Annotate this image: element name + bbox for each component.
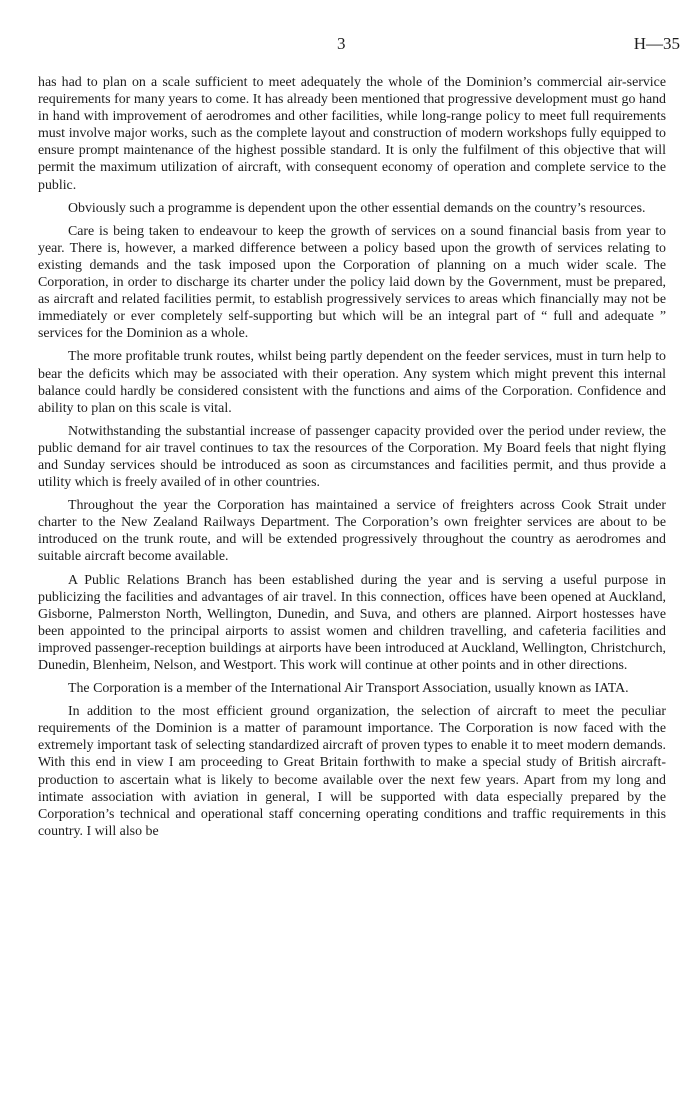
paragraph: The more profitable trunk routes, whilst being partly dependent on the feeder services, must in turn help to bear the deficits which may be associated with their operation. Any system which might prevent this internal balance could hardly be considered consistent with the functions and aims of the Corporation. Confidence and ability to plan on this scale is vital. <box>38 349 666 416</box>
paragraph: The Corporation is a member of the International Air Transport Association, usually known as IATA. <box>68 681 629 697</box>
paragraph: A Public Relations Branch has been established during the year and is serving a useful purpose in publicizing the facilities and advantages of air travel. In this connection, offices have been opened at Auckland, Gisborne, Palmerston North, Wellington, Dunedin, and Suva, and others are planned. Airport hostesses have been appointed to the principal airports to assist women and children travelling, and cafeteria facilities and improved passenger-reception buildings at airports have been introduced at Auckland, Wellington, Christchurch, Dunedin, Blenheim, Nelson, and Westport. This work will continue at other points and in other directions. <box>38 572 666 673</box>
paragraph: Care is being taken to endeavour to keep the growth of services on a sound financial basis from year to year. There is, however, a marked difference between a policy based upon the growth of services relating to existing demands and the task imposed upon the Corporation of planning on a much wider scale. The Corporation, in order to discharge its charter under the policy laid down by the Government, must be prepared, as aircraft and related facilities permit, to establish progressively services to areas which financially may not be immediately or ever completely self-supporting but which will be an integral part of “ full and adequate ” services for the Dominion as a whole. <box>38 223 666 342</box>
page-number: 3 <box>337 34 346 53</box>
paragraph: Notwithstanding the substantial increase of passenger capacity provided over the period under review, the public demand for air travel continues to tax the resources of the Corporation. My Board feels that night flying and Sunday services should be introduced as soon as circumstances and facilities permit, and thus provide a utility which is freely availed of in other countries. <box>38 423 666 491</box>
document-reference: H—35 <box>633 34 680 53</box>
paragraph: Obviously such a programme is dependent upon the other essential demands on the country’s resources. <box>68 200 646 216</box>
paragraph: In addition to the most efficient ground organization, the selection of aircraft to meet the peculiar requirements of the Dominion is a matter of paramount importance. The Corporation is now faced with the extremely important task of selecting standardized aircraft of proven types to enable it to meet modern demands. With this end in view I am proceeding to Great Britain forthwith to make a special study of British aircraft-production to ascertain what is likely to become available over the next few years. Apart from my long and intimate association with aviation in general, I will be supported with data especially prepared by the Corporation’s technical and operational staff concerning operating conditions and traffic requirements in this country. I will also be <box>38 704 666 839</box>
paragraph-continued: has had to plan on a scale sufficient to meet adequately the whole of the Dominion’s commercial air-service requirements for many years to come. It has already been mentioned that progressive development must go hand in hand with improvement of aerodromes and other facilities, while long-range policy to meet full requirements must involve major works, such as the complete layout and construction of modern workshops fully equipped to ensure prompt maintenance of the highest possible standard. It is only the fulfilment of this objective that will permit the maximum utilization of aircraft, with consequent economy of operation and complete service to the public. <box>38 75 666 193</box>
body-text <box>38 74 666 846</box>
paragraph: Throughout the year the Corporation has maintained a service of freighters across Cook Strait under charter to the New Zealand Railways Department. The Corporation’s own freighter services are about to be introduced on the trunk route, and will be extended progressively throughout the country as aerodromes and suitable aircraft become available. <box>38 498 666 565</box>
page-header <box>0 34 700 56</box>
